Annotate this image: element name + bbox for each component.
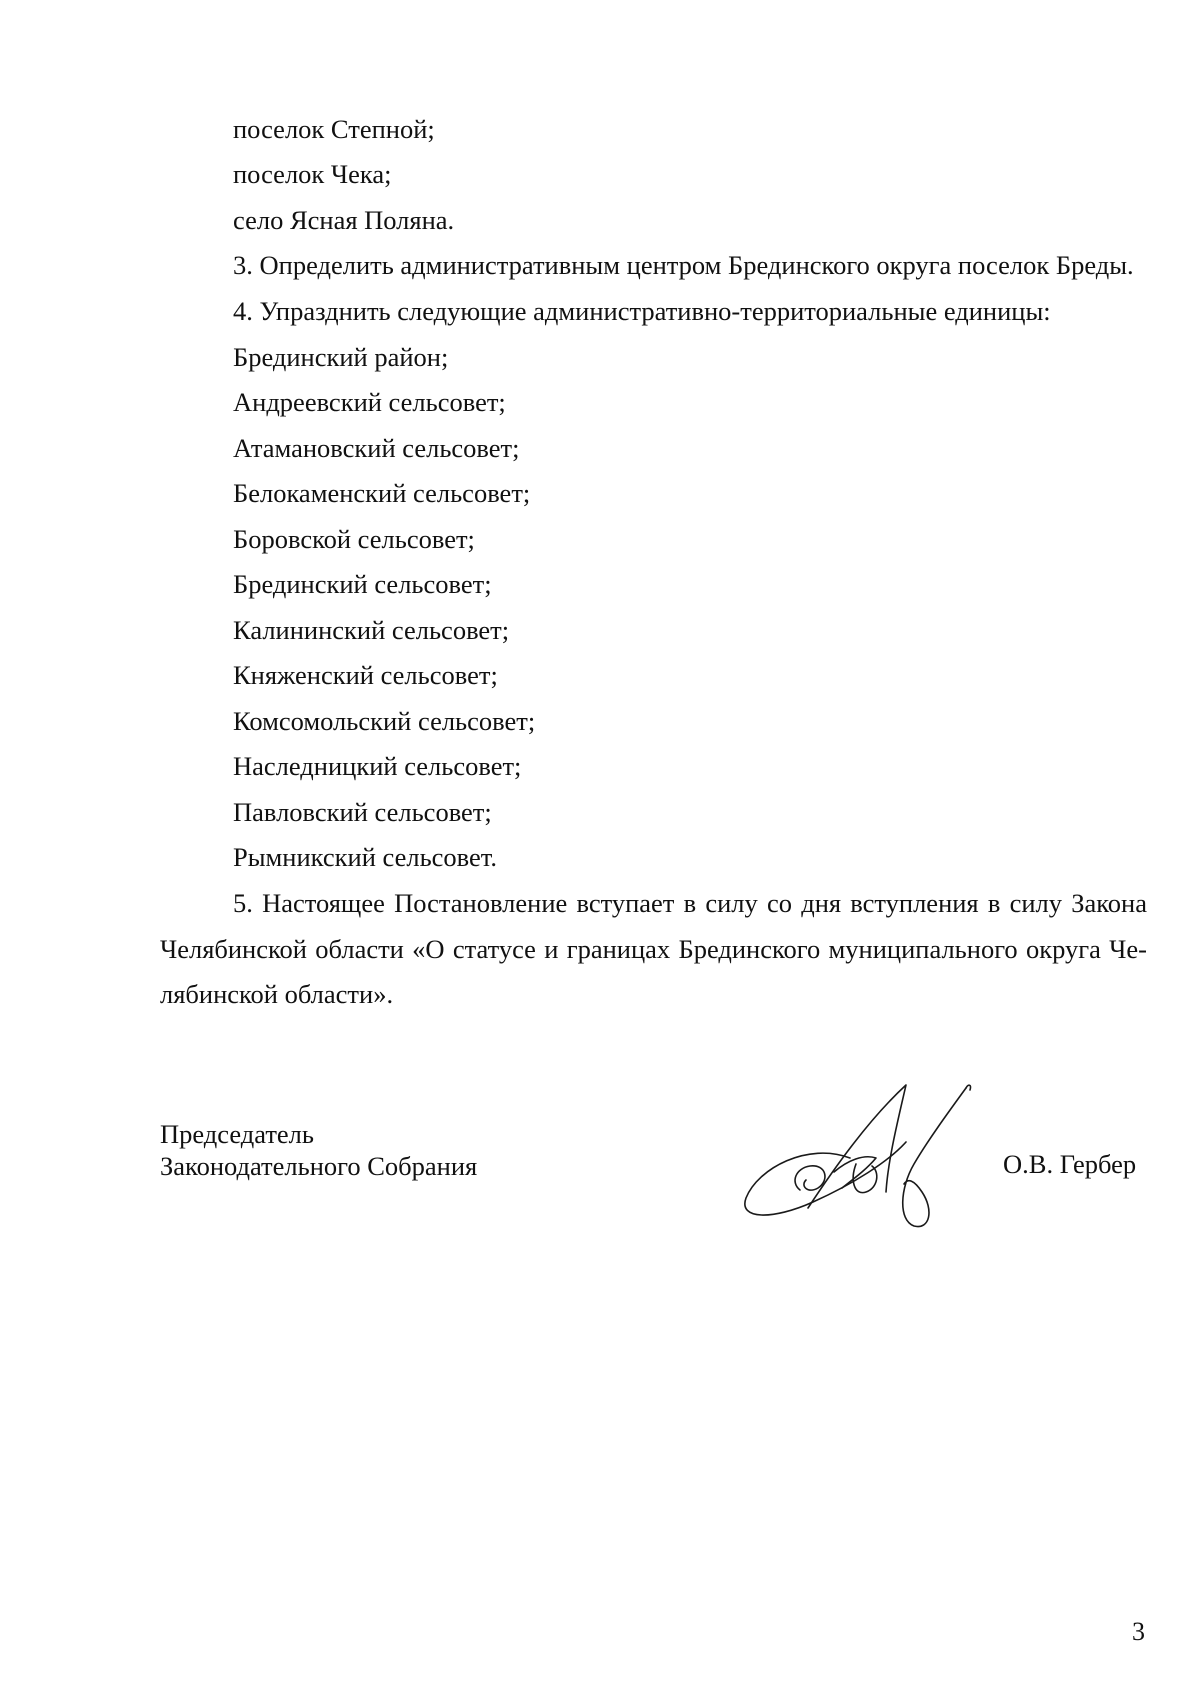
signatory-name: О.В. Гербер bbox=[1003, 1149, 1137, 1179]
list-item-atamanovsky: Атамановский сельсовет; bbox=[233, 433, 520, 463]
list-item-knyazhensky: Княженский сельсовет; bbox=[233, 660, 498, 690]
clause-5-line-3: лябинской области». bbox=[160, 979, 394, 1009]
signatory-position-line-1: Председатель bbox=[160, 1119, 314, 1149]
list-item-cheka: поселок Чека; bbox=[233, 159, 392, 189]
clause-5-line-1: 5. Настоящее Постановление вступает в силу со дня вступления в силу Закона bbox=[233, 888, 1147, 918]
list-item-bredinsky-selsovet: Брединский сельсовет; bbox=[233, 569, 492, 599]
clause-5-line-2: Челябинской области «О статусе и границах Брединского муниципального округа Че- bbox=[160, 934, 1147, 964]
list-item-stepnoy: поселок Степной; bbox=[233, 114, 435, 144]
handwritten-signature bbox=[738, 1080, 973, 1230]
list-item-rymniksky: Рымникский сельсовет. bbox=[233, 842, 498, 872]
list-item-bredinsky-district: Брединский район; bbox=[233, 342, 449, 372]
signatory-position bbox=[160, 1119, 477, 1183]
list-item-pavlovsky: Павловский сельсовет; bbox=[233, 797, 492, 827]
page-number: 3 bbox=[1132, 1617, 1145, 1646]
clause-3: 3. Определить административным центром Брединского округа поселок Бреды. bbox=[233, 250, 1134, 280]
list-item-andreevsky: Андреевский сельсовет; bbox=[233, 387, 506, 417]
list-item-komsomolsky: Комсомольский сельсовет; bbox=[233, 706, 536, 736]
list-item-borovskoy: Боровской сельсовет; bbox=[233, 524, 475, 554]
list-item-belokamensky: Белокаменский сельсовет; bbox=[233, 478, 531, 508]
list-item-kalininsky: Калининский сельсовет; bbox=[233, 615, 510, 645]
clause-4: 4. Упразднить следующие административно-территориальные единицы: bbox=[233, 296, 1051, 326]
list-item-naslednitsky: Наследницкий сельсовет; bbox=[233, 751, 522, 781]
list-item-yasnaya-polyana: село Ясная Поляна. bbox=[233, 205, 455, 235]
signatory-position-line-2: Законодательного Собрания bbox=[160, 1150, 478, 1181]
